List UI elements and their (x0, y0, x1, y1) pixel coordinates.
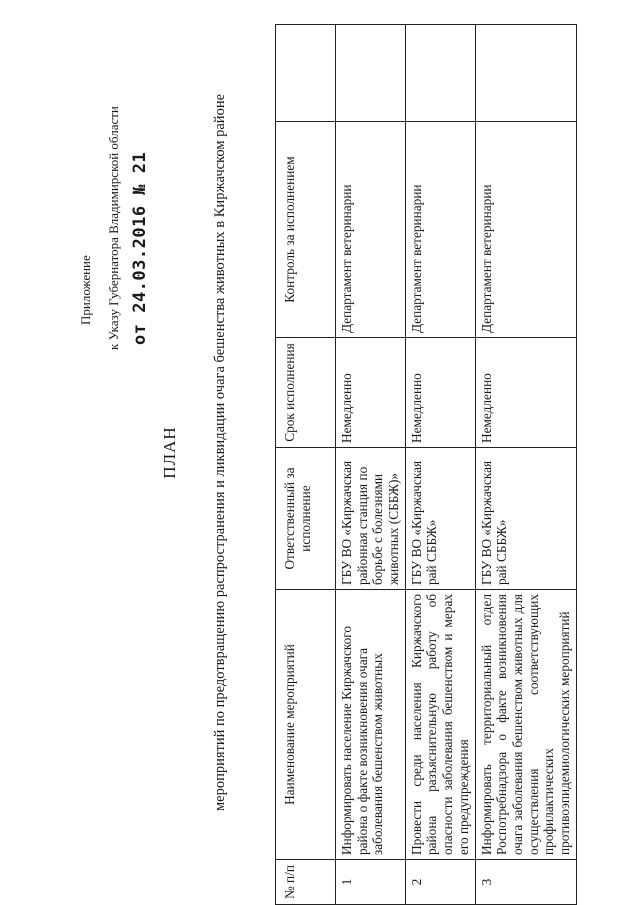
header-control: Контроль за исполнением (276, 122, 336, 338)
row-empty-cell (405, 25, 475, 122)
row-responsible: ГБУ ВО «Киржачская рай СББЖ» (475, 448, 576, 590)
plan-title: ПЛАН (160, 426, 179, 479)
header-deadline: Срок исполнения (276, 338, 336, 448)
table-row (405, 25, 475, 905)
row-deadline: Немедленно (475, 338, 576, 448)
row-num: 1 (336, 860, 406, 905)
table-header-row (276, 25, 336, 905)
row-control: Департамент ветеринарии (475, 122, 576, 338)
row-deadline: Немедленно (336, 338, 406, 448)
decree-reference: к Указу Губернатора Владимирской области (106, 106, 121, 350)
header-responsible: Ответственный за исполнение (276, 448, 336, 590)
row-control: Департамент ветеринарии (336, 122, 406, 338)
row-name: Провести среди населения Киржачского района разъяснительную работу об опасности заболевания бешенством и мерах его предупреждения (405, 590, 475, 860)
table-row (475, 25, 576, 905)
row-empty-cell (475, 25, 576, 122)
plan-subtitle: мероприятий по предотвращению распространения и ликвидации очага бешенства животных в Киржачском районе (212, 93, 228, 812)
row-empty-cell (336, 25, 406, 122)
row-name: Информировать население Киржачского района о факте возникновения очага заболевания бешенством животных (336, 590, 406, 860)
row-deadline: Немедленно (405, 338, 475, 448)
row-num: 2 (405, 860, 475, 905)
decree-date-stamp: от 24.03.2016 № 21 (130, 151, 150, 345)
header-empty-cell (276, 25, 336, 122)
header-num: № п/п (276, 860, 336, 905)
table-row (336, 25, 406, 905)
row-responsible: ГБУ ВО «Киржачская районная станция по борьбе с болезнями животных (СББЖ)» (336, 448, 406, 590)
appendix-title: Приложение (78, 255, 93, 325)
row-control: Департамент ветеринарии (405, 122, 475, 338)
plan-table (275, 24, 577, 905)
row-name: Информировать территориальный отдел Роспотребнадзора о факте возникновения очага заболевания бешенством животных для осуществления соответствующих профилактических противоэпидемиологических мероприятий (475, 590, 576, 860)
row-num: 3 (475, 860, 576, 905)
row-responsible: ГБУ ВО «Киржачская рай СББЖ» (405, 448, 475, 590)
header-name: Наименование мероприятий (276, 590, 336, 860)
